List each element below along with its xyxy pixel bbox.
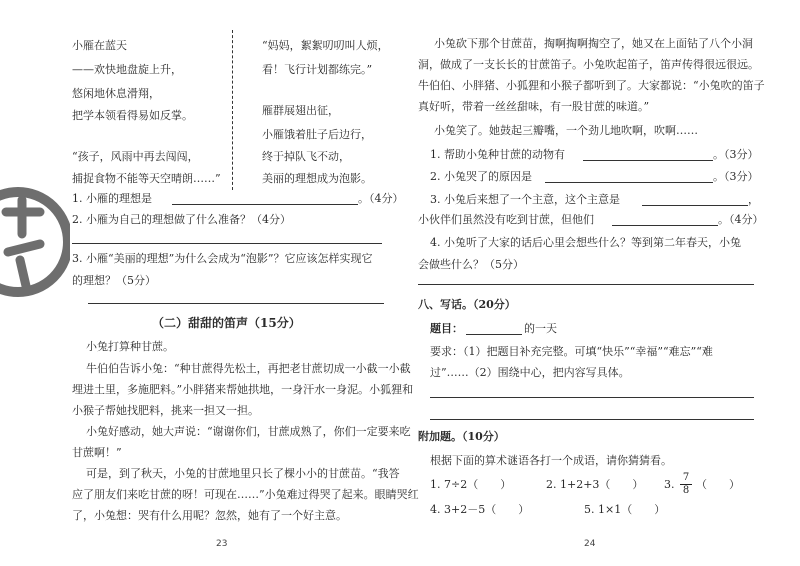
passage-line: 洞，做成了一支长长的甘蔗笛子。小兔吹起笛子，笛声传得很远很远。 — [418, 58, 759, 71]
passage-line: 真好听，带着一丝丝甜味，有一股甘蔗的味道。” — [418, 100, 650, 113]
poem1-line: 捕捉食物不能等天空晴朗……” — [72, 172, 221, 185]
riddle-2: 2. 1+2+3（ ） — [546, 478, 644, 491]
poem1-line: 悠闲地休息滑翔， — [72, 87, 160, 100]
passage-line: 牛伯伯、小胖猪、小狐狸和小猴子都听到了。大家都说：“小兔吹的笛子 — [418, 79, 765, 92]
question-3: 3. 小兔后来想了一个主意，这个主意是 — [430, 193, 620, 206]
question-2-score: 。（3分） — [713, 170, 759, 183]
riddle-5: 5. 1×1（ ） — [584, 503, 666, 516]
passage-line: 小兔笑了。她鼓起三瓣嘴，一个劲儿地吹啊，吹啊…… — [434, 124, 698, 137]
passage-line: 了，小兔想：哭有什么用呢？忽然，她有了一个好主意。 — [72, 509, 347, 522]
poem2-line: 雁群展翅出征， — [262, 104, 339, 117]
answer-line[interactable] — [642, 205, 748, 206]
passage-line: 牛伯伯告诉小兔：“种甘蔗得先松土，再把老甘蔗切成一小截一小截 — [86, 362, 411, 375]
poem-divider — [232, 30, 233, 190]
poem2-line: 终于掉队飞不动， — [262, 150, 350, 163]
passage-line: 埋进土里，多施肥料。”小胖猪来帮她拱地，一身汗水一身泥。小狐狸和 — [72, 383, 414, 396]
passage-line: 可是，到了秋天，小兔的甘蔗地里只长了棵小小的甘蔗苗。“我答 — [86, 467, 400, 480]
question-4: 会做些什么？（5分） — [418, 258, 524, 271]
poem2-line: 看！飞行计划都练完。” — [262, 63, 373, 76]
answer-line[interactable] — [430, 397, 754, 398]
topic-label: 题目： — [430, 322, 463, 335]
topic-blank[interactable] — [466, 334, 522, 335]
riddle-3-blank: （ ） — [696, 478, 740, 491]
bonus-intro: 根据下面的算术谜语各打一个成语，请你猜猜看。 — [430, 454, 672, 467]
topic-suffix: 的一天 — [524, 322, 557, 335]
poem2-line: 小雁饿着肚子后边行， — [262, 128, 372, 141]
requirements: 要求：（1）把题目补充完整。可填“快乐”“幸福”“难忘”“难 — [430, 345, 713, 358]
answer-line[interactable] — [583, 160, 713, 161]
section-divider — [88, 303, 384, 304]
bonus-heading: 附加题。（10分） — [418, 430, 505, 443]
answer-line[interactable] — [545, 182, 713, 183]
question-1-score: 。（3分） — [713, 148, 759, 161]
question-3-score: 。（4分） — [718, 213, 764, 226]
riddle-3: 3. — [664, 478, 675, 491]
question-3: 小伙伴们虽然没有吃到甘蔗，但他们 — [418, 213, 594, 226]
passage-line: 小兔砍下那个甘蔗苗，掏啊掏啊掏空了，她又在上面钻了八个小洞 — [434, 37, 753, 50]
writing-heading: 八、写话。（20分） — [418, 298, 516, 311]
requirements: 过”……（2）围绕中心，把内容写具体。 — [430, 366, 630, 379]
question-3: ， — [748, 193, 759, 206]
answer-line[interactable] — [418, 284, 754, 285]
poem1-line: “孩子，风雨中再去闯闯， — [72, 150, 199, 163]
riddle-4: 4. 3+2－5（ ） — [430, 503, 530, 516]
question-1-score: 。（4分） — [358, 192, 404, 205]
poem1-line: 小雁在蓝天 — [72, 39, 127, 52]
question-2: 2. 小雁为自己的理想做了什么准备？（4分） — [72, 213, 291, 226]
poem1-line: ——欢快地盘旋上升， — [72, 63, 182, 76]
poem1-line: 把学本领看得易如反掌。 — [72, 109, 193, 122]
passage-line: 小兔好感动，她大声说：“谢谢你们，甘蔗成熟了，你们一定要来吃 — [86, 425, 411, 438]
passage-line: 小猴子帮她找肥料，挑来一担又一担。 — [72, 404, 259, 417]
answer-line[interactable] — [72, 243, 382, 244]
page-number: 24 — [584, 539, 596, 549]
passage-line: 甘蔗啊！” — [72, 446, 122, 459]
page-number: 23 — [216, 539, 228, 549]
answer-line[interactable] — [172, 204, 358, 205]
question-1: 1. 帮助小兔种甘蔗的动物有 — [430, 148, 565, 161]
question-4: 4. 小兔听了大家的话后心里会想些什么？等到第二年春天，小兔 — [430, 236, 741, 249]
answer-line[interactable] — [612, 225, 718, 226]
passage-line: 应了朋友们来吃甘蔗的呀！可现在……”小兔难过得哭了起来。眼睛哭红 — [72, 488, 419, 501]
stamp-seal-icon — [0, 182, 70, 302]
answer-line[interactable] — [430, 419, 754, 420]
poem2-line: 美丽的理想成为泡影。 — [262, 172, 372, 185]
poem2-line: “妈妈，絮絮叨叨叫人烦， — [262, 39, 389, 52]
section-title: （二）甜甜的笛声（15分） — [152, 316, 301, 330]
question-3: 3. 小雁“美丽的理想”为什么会成为“泡影”？它应该怎样实现它 — [72, 252, 373, 265]
question-3: 的理想？（5分） — [72, 274, 156, 287]
riddle-1: 1. 7÷2（ ） — [430, 478, 512, 491]
passage-line: 小兔打算种甘蔗。 — [86, 340, 174, 353]
question-2: 2. 小兔哭了的原因是 — [430, 170, 532, 183]
question-1: 1. 小雁的理想是 — [72, 192, 152, 205]
riddle-3-fraction: 7 8 — [680, 473, 692, 496]
